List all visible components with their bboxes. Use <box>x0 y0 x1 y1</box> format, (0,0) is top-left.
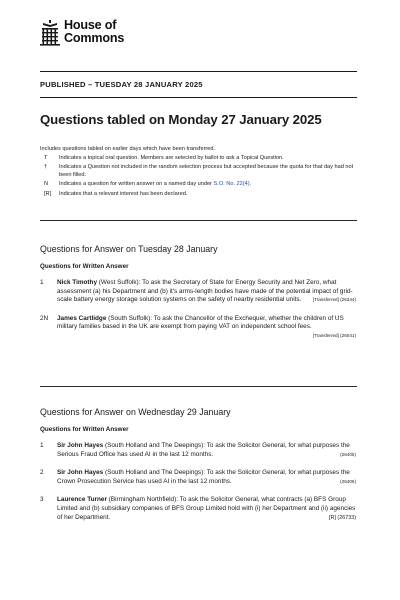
question-ref-number: (26733) <box>337 514 356 521</box>
question-text: To ask the Chancellor of the Exchequer, whether the children of US military families based in the UK are exempt from paying VAT on independent school fees. <box>57 314 344 331</box>
section-subheading: Questions for Written Answer <box>40 426 129 433</box>
constituency: (West Suffolk): <box>97 279 141 286</box>
published-date: PUBLISHED – TUESDAY 28 JANUARY 2025 <box>40 80 203 89</box>
question-number: 1 <box>40 279 44 286</box>
section-wednesday <box>40 407 360 522</box>
logo-wordmark <box>64 19 124 44</box>
legend-item <box>40 181 360 188</box>
divider <box>40 220 357 221</box>
transferred-tag: [Transferred] <box>312 332 339 338</box>
question-ref-number: (26344) <box>340 297 356 303</box>
logo-line-1: House of <box>64 18 117 32</box>
page-title: Questions tabled on Monday 27 January 2025 <box>40 112 322 127</box>
section-tuesday <box>40 244 360 341</box>
legend-text: Indicates that a relevant interest has been declared. <box>59 190 188 197</box>
question-text: To ask the Solicitor General, what contracts (a) BFS Group Limited and (b) subsidiary companies of BFS Group Limited hold with (i) her Department and (ii) agencies of her Department. <box>57 496 356 521</box>
section-heading: Questions for Answer on Wednesday 29 January <box>40 407 231 417</box>
legend-symbol: T <box>44 155 48 161</box>
legend-text-before: Indicates a question for written answer on a named day under <box>59 181 214 188</box>
question-reference <box>313 296 356 305</box>
transferred-tag: [Transferred] <box>312 297 339 303</box>
member-name: Sir John Hayes <box>57 442 104 449</box>
legend-symbol: N <box>44 181 49 188</box>
member-name: Nick Timothy <box>57 279 98 286</box>
member-name: Laurence Turner <box>57 496 107 504</box>
question-ref-number: (26041) <box>340 332 356 338</box>
question-number: 3 <box>40 496 44 504</box>
question-reference <box>329 514 356 523</box>
constituency: (South Holland and The Deepings): <box>103 442 206 449</box>
legend-item <box>40 155 360 162</box>
divider <box>40 71 357 72</box>
question-number: 1 <box>40 442 44 449</box>
divider <box>40 386 357 387</box>
member-name: James Cartlidge <box>57 314 107 322</box>
legend-item <box>40 164 360 179</box>
question-reference <box>313 332 356 341</box>
question-item <box>40 469 360 486</box>
constituency: (Birmingham Northfield): <box>106 496 178 504</box>
question-reference <box>340 451 356 460</box>
divider <box>40 97 357 98</box>
question-item <box>40 279 360 305</box>
house-of-commons-logo <box>40 19 124 46</box>
section-subheading: Questions for Written Answer <box>40 263 129 270</box>
question-body <box>57 496 356 522</box>
relevant-interest-tag: [R] <box>329 514 336 521</box>
symbol-legend <box>40 155 360 200</box>
question-number: 2 <box>40 469 44 477</box>
legend-symbol: [R] <box>44 190 52 197</box>
question-item <box>40 315 360 341</box>
question-reference <box>340 478 356 487</box>
legend-text: Indicates a Question not included in the random selection process but accepted because the quota for that day had not been filled. <box>59 164 354 178</box>
question-item <box>40 496 360 522</box>
logo-line-2: Commons <box>64 30 125 45</box>
legend-item <box>40 191 360 198</box>
portcullis-icon <box>40 20 60 46</box>
question-body <box>57 469 356 486</box>
question-item <box>40 442 360 459</box>
question-text: To ask the Solicitor General, for what purposes the Crown Prosecution Service has used AI in the last 12 months. <box>57 469 350 485</box>
member-name: Sir John Hayes <box>57 469 104 477</box>
question-text: To ask the Solicitor General, for what purposes the Serious Fraud Office has used AI in the last 12 months. <box>57 442 350 458</box>
question-body <box>57 315 356 341</box>
constituency: (South Suffolk): <box>106 314 153 322</box>
question-text: To ask the Secretary of State for Energy Security and Net Zero, what assessment (a) his Department and (b) it's arms-length bodies have made of the potential impact of grid-scale battery energy storage solution systems on the safety of nearby residential units. <box>57 279 353 304</box>
intro-text: Includes questions tabled on earlier days which have been transferred. <box>40 146 216 152</box>
legend-text <box>59 181 360 188</box>
section-heading: Questions for Answer on Tuesday 28 January <box>40 244 218 254</box>
question-ref-number: (26405) <box>340 451 356 457</box>
standing-order-link[interactable]: S.O. No. 22(4) <box>213 181 250 188</box>
question-ref-number: (26406) <box>340 478 356 484</box>
legend-text-after: . <box>249 181 252 188</box>
legend-symbol: † <box>44 164 48 171</box>
legend-text: Indicates a topical oral question. Members are selected by ballot to ask a Topical Question. <box>59 155 284 161</box>
constituency: (South Holland and The Deepings): <box>103 469 206 477</box>
question-number: 2N <box>40 314 49 322</box>
question-body <box>57 279 356 305</box>
question-body <box>57 442 356 459</box>
